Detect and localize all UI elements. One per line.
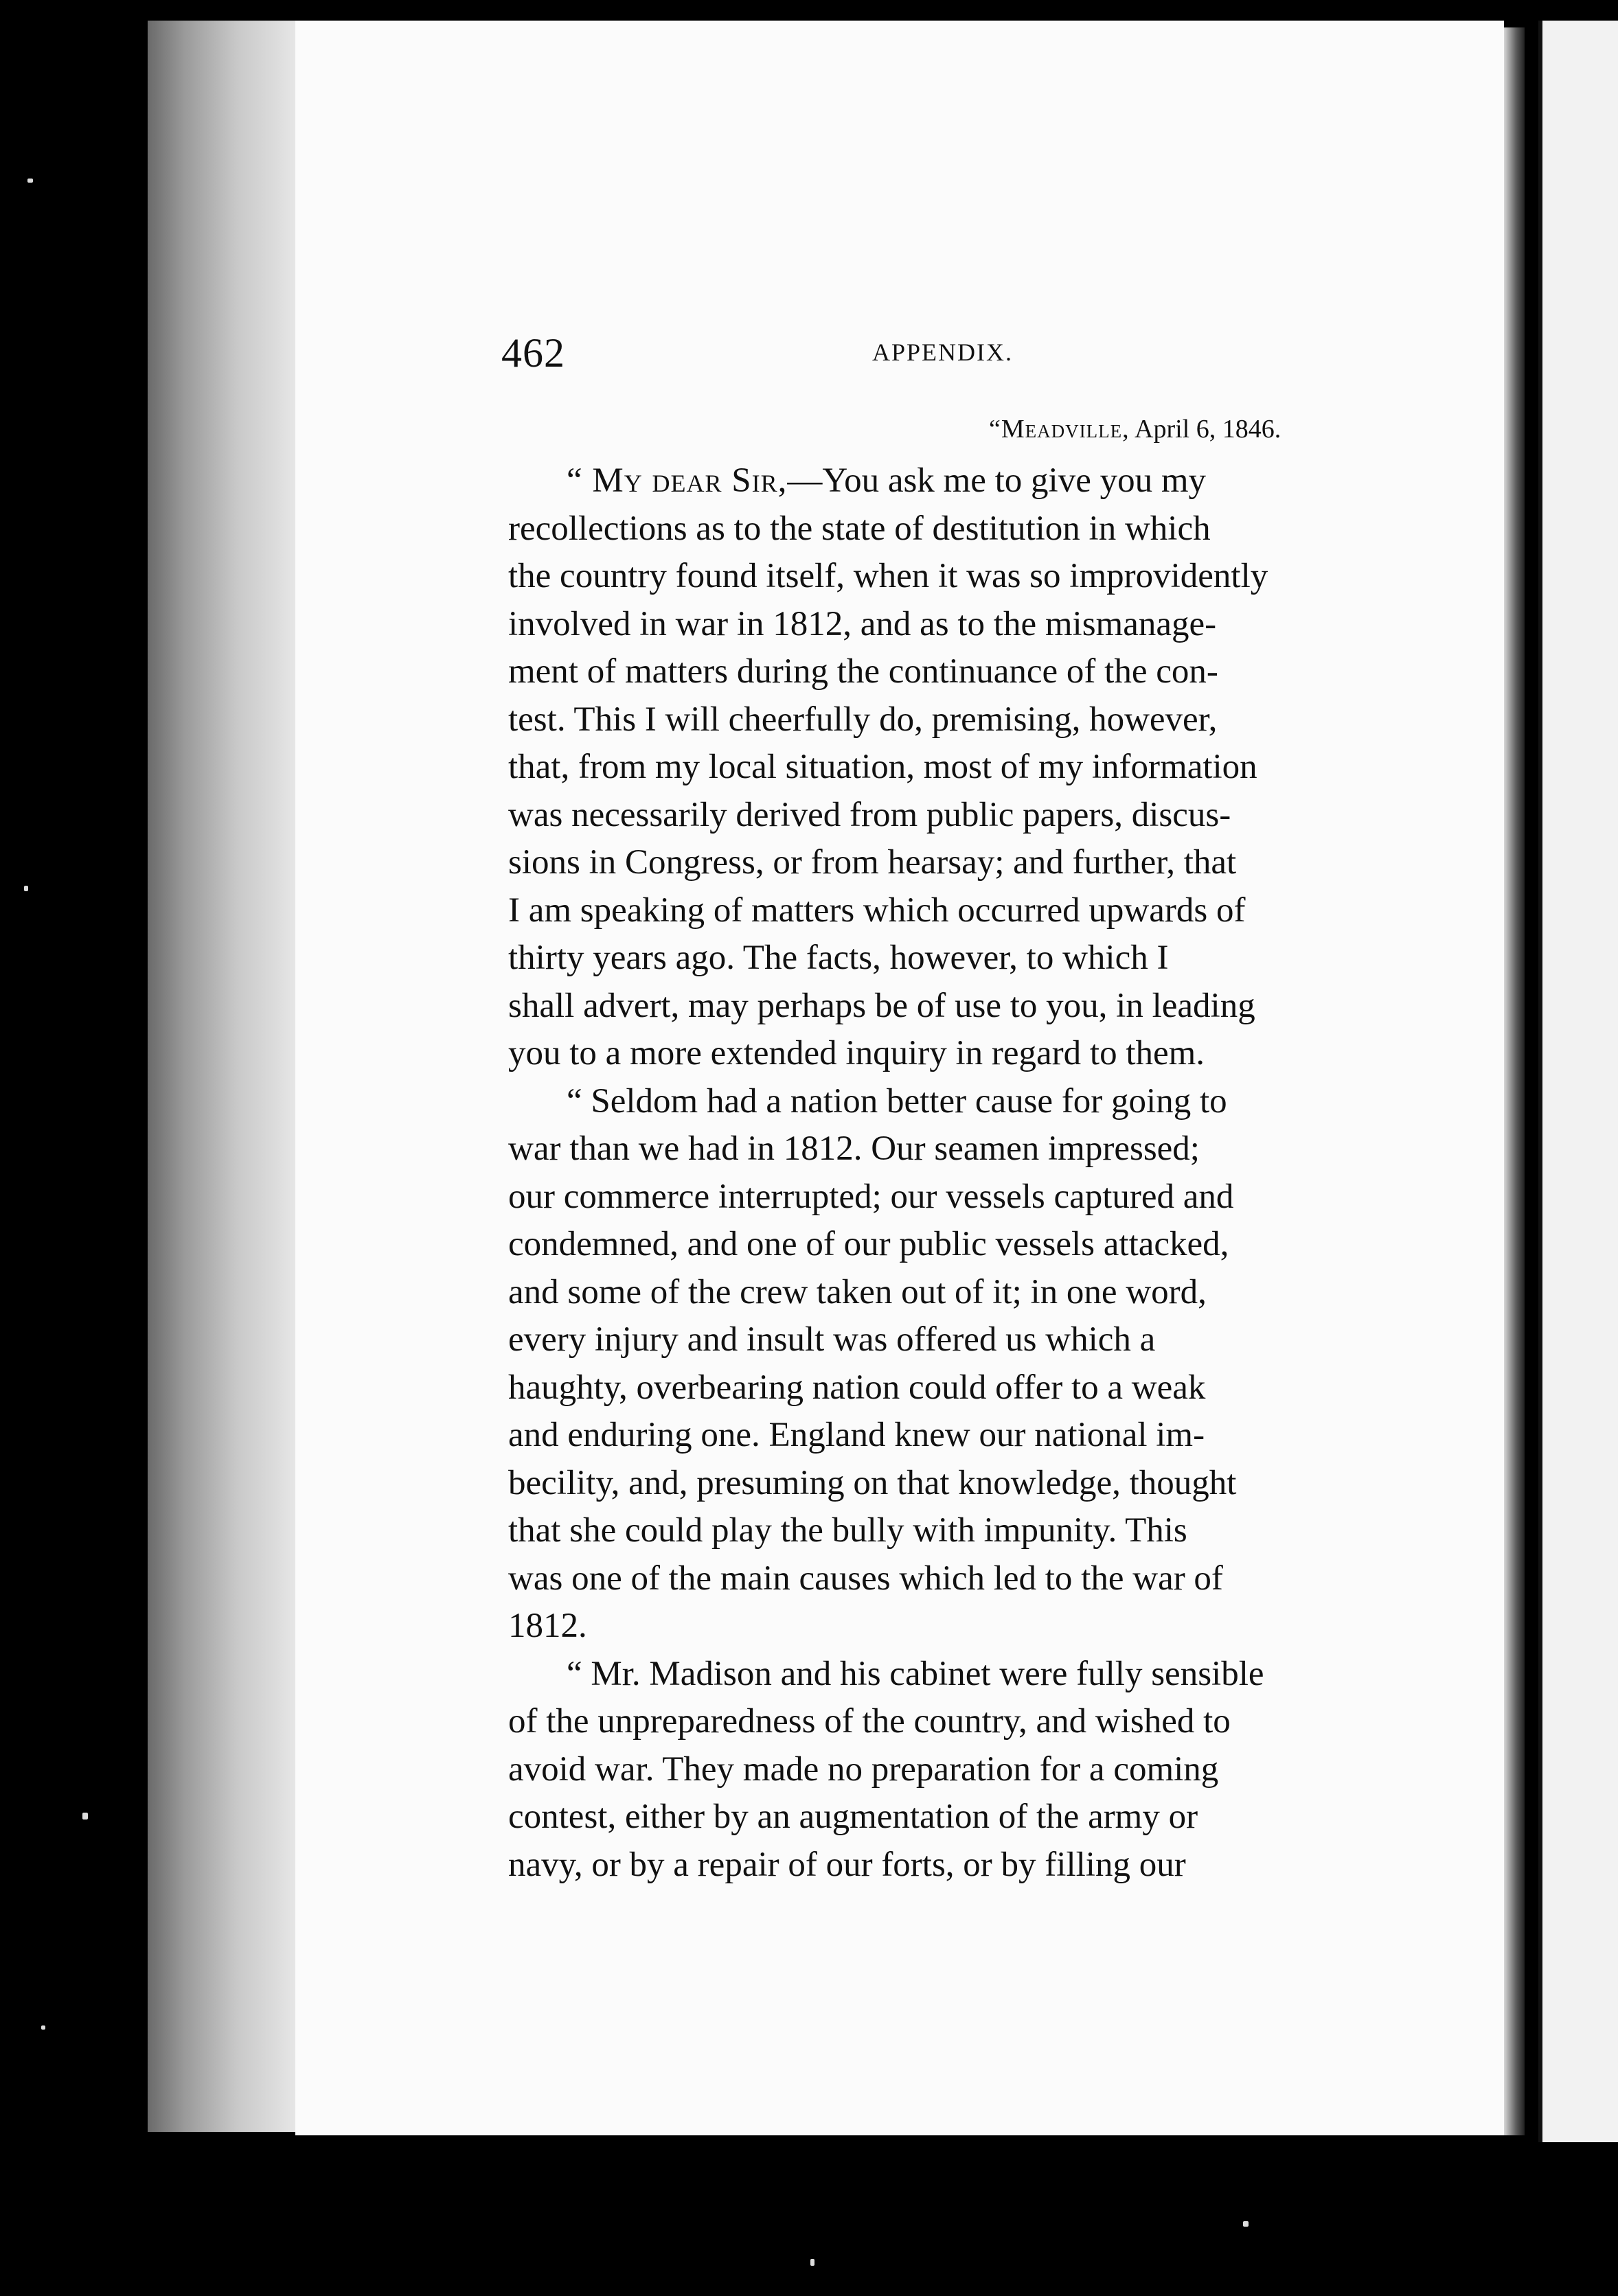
text-line: I am speaking of matters which occurred upwards of bbox=[508, 891, 1246, 930]
text-line: our commerce interrupted; our vessels captured and bbox=[508, 1177, 1234, 1216]
letter-body bbox=[508, 457, 1387, 1889]
letter-dateline bbox=[989, 414, 1281, 444]
text-line: navy, or by a repair of our forts, or by filling our bbox=[508, 1845, 1186, 1884]
text-line: that she could play the bully with impunity. This bbox=[508, 1511, 1187, 1550]
text-line: condemned, and one of our public vessels attacked, bbox=[508, 1225, 1229, 1263]
dateline-place: “Meadville, bbox=[989, 415, 1130, 444]
scan-speck bbox=[27, 179, 33, 183]
text-line: 1812. bbox=[508, 1607, 587, 1645]
text-line: recollections as to the state of destitution in which bbox=[508, 509, 1211, 548]
scan-speck bbox=[24, 886, 28, 891]
text-line: every injury and insult was offered us which a bbox=[508, 1320, 1156, 1359]
running-head bbox=[501, 330, 1394, 378]
text-line: becility, and, presuming on that knowledge, thought bbox=[508, 1463, 1237, 1502]
text-line: haughty, overbearing nation could offer to a weak bbox=[508, 1368, 1206, 1407]
text-line: was one of the main causes which led to the war of bbox=[508, 1559, 1223, 1598]
text-line: contest, either by an augmentation of the army or bbox=[508, 1798, 1198, 1836]
page-edge-shadow bbox=[1504, 27, 1525, 2135]
page-number: 462 bbox=[501, 330, 565, 376]
salutation: “ My dear Sir, bbox=[567, 461, 788, 500]
scan-speck bbox=[1243, 2221, 1249, 2227]
book-spine-shadow bbox=[148, 21, 295, 2132]
text-line: you to a more extended inquiry in regard to them. bbox=[508, 1034, 1205, 1072]
scan-speck bbox=[41, 2025, 45, 2030]
text-line: thirty years ago. The facts, however, to which I bbox=[508, 939, 1169, 977]
text-line: of the unpreparedness of the country, and wished to bbox=[508, 1702, 1231, 1741]
text-line: that, from my local situation, most of my information bbox=[508, 748, 1257, 786]
text-line: avoid war. They made no preparation for a coming bbox=[508, 1749, 1219, 1789]
text-line: was necessarily derived from public papers, discus- bbox=[508, 795, 1231, 834]
text-line: “ Mr. Madison and his cabinet were fully sensible bbox=[567, 1654, 1264, 1693]
text-line: war than we had in 1812. Our seamen impressed; bbox=[508, 1129, 1200, 1168]
text-line: test. This I will cheerfully do, premising, however, bbox=[508, 700, 1218, 739]
text-line: “ Seldom had a nation better cause for going to bbox=[567, 1081, 1227, 1121]
scan-speck bbox=[810, 2259, 814, 2266]
text-line bbox=[508, 457, 1387, 505]
running-title: APPENDIX. bbox=[872, 338, 1014, 366]
dateline-date: April 6, 1846. bbox=[1135, 415, 1281, 444]
text-line: involved in war in 1812, and as to the mismanage- bbox=[508, 604, 1217, 643]
text-line: and some of the crew taken out of it; in one word, bbox=[508, 1272, 1207, 1311]
text-line: the country found itself, when it was so improvidently bbox=[508, 557, 1268, 595]
text-line: shall advert, may perhaps be of use to you, in leading bbox=[508, 986, 1255, 1025]
text-line: ment of matters during the continuance of the con- bbox=[508, 652, 1218, 691]
text-line: and enduring one. England knew our national im- bbox=[508, 1416, 1205, 1454]
line-text: —You ask me to give you my bbox=[787, 461, 1207, 500]
facing-page-edge bbox=[1538, 21, 1618, 2142]
text-line: sions in Congress, or from hearsay; and further, that bbox=[508, 843, 1237, 882]
scan-speck bbox=[82, 1813, 88, 1819]
